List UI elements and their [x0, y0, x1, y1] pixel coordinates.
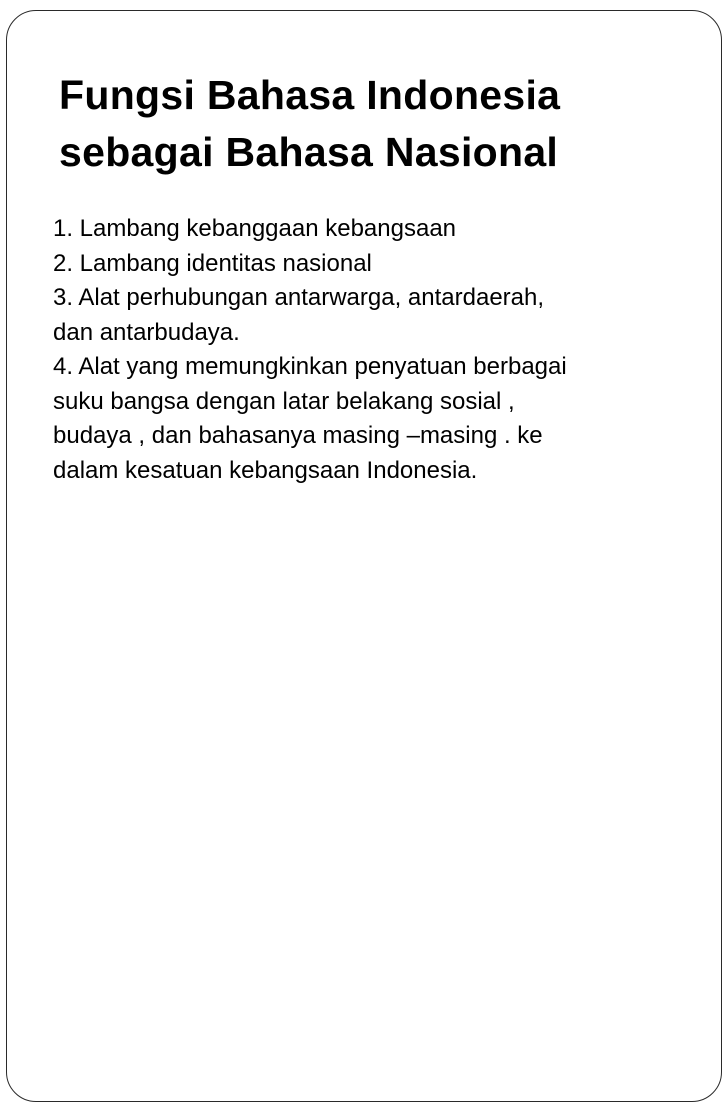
list-item-line: dalam kesatuan kebangsaan Indonesia.	[53, 456, 478, 484]
list-item-line: 3. Alat perhubungan antarwarga, antardaerah,	[53, 284, 545, 311]
list-item-line: budaya , dan bahasanya masing –masing . ke	[53, 422, 543, 449]
list-item	[53, 281, 703, 350]
function-list	[53, 212, 703, 488]
list-item-line: 4. Alat yang memungkinkan penyatuan berbagai	[53, 353, 567, 380]
slide-title	[59, 67, 699, 181]
list-item	[53, 350, 703, 488]
list-item-line: suku bangsa dengan latar belakang sosial ,	[53, 387, 515, 415]
slide-title-line-2: sebagai Bahasa Nasional	[59, 129, 559, 175]
list-item-line: dan antarbudaya.	[53, 318, 240, 346]
list-item-line: 1. Lambang kebanggaan kebangsaan	[53, 215, 457, 242]
list-item	[53, 212, 703, 247]
slide-frame	[6, 10, 722, 1102]
slide-title-line-1: Fungsi Bahasa Indonesia	[59, 72, 561, 118]
list-item	[53, 247, 703, 282]
list-item-line: 2. Lambang identitas nasional	[53, 249, 372, 277]
